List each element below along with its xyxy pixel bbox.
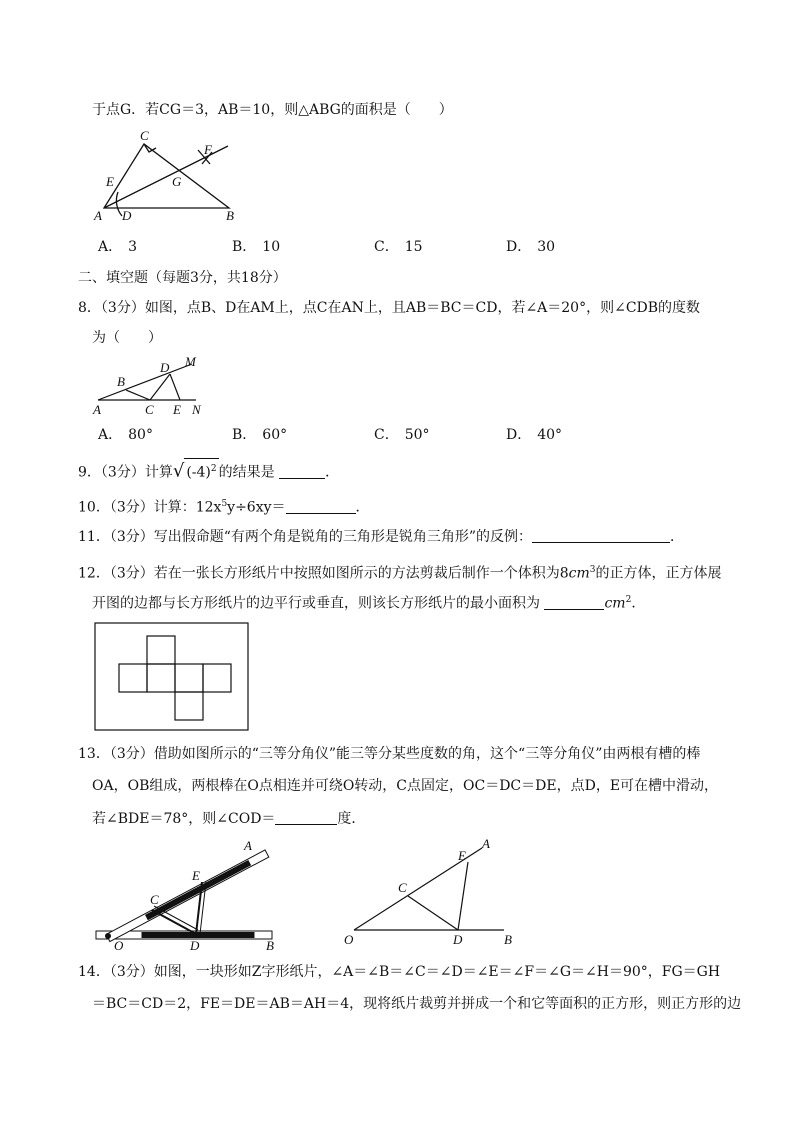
q13a-label-c: C [150, 892, 159, 907]
q12-cube-net-figure [94, 622, 250, 732]
net-row-3 [175, 664, 203, 692]
q7-label-e: E [106, 174, 114, 189]
q7-label-g: G [172, 174, 182, 189]
q9-answer-blank[interactable] [279, 462, 325, 479]
q12-line1: 12．（3分）若在一张长方形纸片中按照如图所示的方法剪裁后制作一个体积为$8cm^3$的正方体，正方体展 [78, 565, 722, 582]
q8-label-n: N [192, 402, 201, 417]
seg-de [458, 862, 468, 930]
q13a-label-b: B [266, 938, 274, 953]
net-top [147, 636, 175, 664]
seg-cd [408, 896, 458, 930]
q14-line2: ＝BC＝CD＝2，FE＝DE＝AB＝AH＝4，现将纸片裁剪并拼成一个和它等面积的正方形，则正方形的边 [92, 996, 742, 1012]
q7-label-c: C [140, 128, 149, 143]
q8-option-b[interactable]: B． 60° [232, 427, 288, 443]
q10-answer-blank[interactable] [286, 497, 356, 514]
q13b-label-e: E [458, 848, 466, 863]
q8-label-b: B [117, 374, 125, 389]
q10-line: 10．（3分）计算：$12x^5y\div 6xy=$ ． [78, 494, 370, 518]
q7-option-d[interactable]: D． 30 [506, 239, 556, 255]
q13-line1: 13．（3分）借助如图所示的“三等分角仪”能三等分某些度数的角，这个“三等分角仪”由两根有槽的棒 [78, 746, 701, 762]
q7-label-d: D [122, 208, 132, 223]
paper-rectangle [95, 623, 248, 730]
q7-option-c[interactable]: C． 15 [374, 239, 423, 255]
q11-line: 11．（3分）写出假命题“有两个角是锐角的三角形是锐角三角形”的反例： ． [78, 526, 684, 547]
q8-label-a: A [93, 402, 101, 417]
section-title: 二、填空题（每题3分，共18分） [78, 270, 287, 286]
q8-option-a[interactable]: A． 80° [98, 427, 153, 443]
q8-label-c: C [145, 402, 154, 417]
seg-cd [150, 374, 170, 400]
q13-line3: 若∠BDE＝78°，则∠COD＝ 度． [92, 808, 365, 829]
net-bottom [175, 692, 203, 720]
net-row-1 [119, 664, 147, 692]
q7-label-a: A [94, 208, 102, 223]
q8-line1: 8．（3分）如图，点B、D在AM上，点C在AN上，且AB＝BC＝CD，若∠A＝20°，则∠CDB的度数 [78, 300, 701, 316]
q8-option-c[interactable]: C． 50° [374, 427, 430, 443]
rod-cd [152, 910, 196, 934]
rod-cd-2 [154, 906, 198, 930]
q13b-label-a: A [482, 836, 490, 851]
q8-label-d: D [160, 360, 170, 375]
q13a-label-e: E [192, 868, 200, 883]
net-row-4 [203, 664, 231, 692]
q7-option-b[interactable]: B． 10 [232, 239, 281, 255]
q8-line2: 为（ ） [92, 330, 162, 346]
seg-de [170, 374, 180, 400]
q7-figure [92, 128, 242, 223]
sqrt-expression: √ $(-4)^2$ [173, 458, 219, 483]
q13-trisector-instrument [92, 834, 284, 954]
q13-line2: OA，OB组成，两根棒在O点相连并可绕O转动，C点固定，OC＝DC＝DE，点D，E可在槽中滑动， [92, 778, 719, 794]
q7-text: 于点G．若CG＝3，AB＝10，则△ABG的面积是（ ） [92, 102, 453, 118]
q13b-label-b: B [504, 932, 512, 947]
q13-answer-blank[interactable] [275, 808, 337, 825]
q13b-label-o: O [344, 932, 354, 947]
q9-line: 9．（3分）计算√ $(-4)^2$ 的结果是 ． [78, 458, 339, 483]
q7-option-a[interactable]: A． 3 [98, 239, 138, 255]
q14-line1: 14．（3分）如图，一块形如Z字形纸片，∠A＝∠B＝∠C＝∠D＝∠E＝∠F＝∠G＝∠H＝90°，FG＝GH [78, 964, 721, 980]
q13a-label-a: A [244, 838, 252, 853]
q13b-label-c: C [398, 880, 407, 895]
q7-label-f: F [204, 142, 212, 157]
q11-answer-blank[interactable] [532, 526, 670, 543]
bar-ob-slot [142, 933, 254, 938]
pivot-o [106, 934, 111, 939]
q13-angle-figure [342, 836, 522, 950]
q13a-label-d: D [190, 938, 200, 953]
q8-figure [92, 352, 212, 418]
q8-option-d[interactable]: D． 40° [506, 427, 563, 443]
q13a-label-o: O [114, 938, 124, 953]
q12-answer-blank[interactable] [544, 593, 604, 610]
q12-line2: 开图的边都与长方形纸片的边平行或垂直，则该长方形纸片的最小面积为 $cm^2$． [92, 590, 645, 614]
seg-bc [126, 390, 150, 400]
q8-label-e: E [173, 402, 181, 417]
q7-label-b: B [226, 208, 234, 223]
q13b-label-d: D [453, 932, 463, 947]
q8-label-m: M [185, 354, 196, 369]
net-row-2 [147, 664, 175, 692]
